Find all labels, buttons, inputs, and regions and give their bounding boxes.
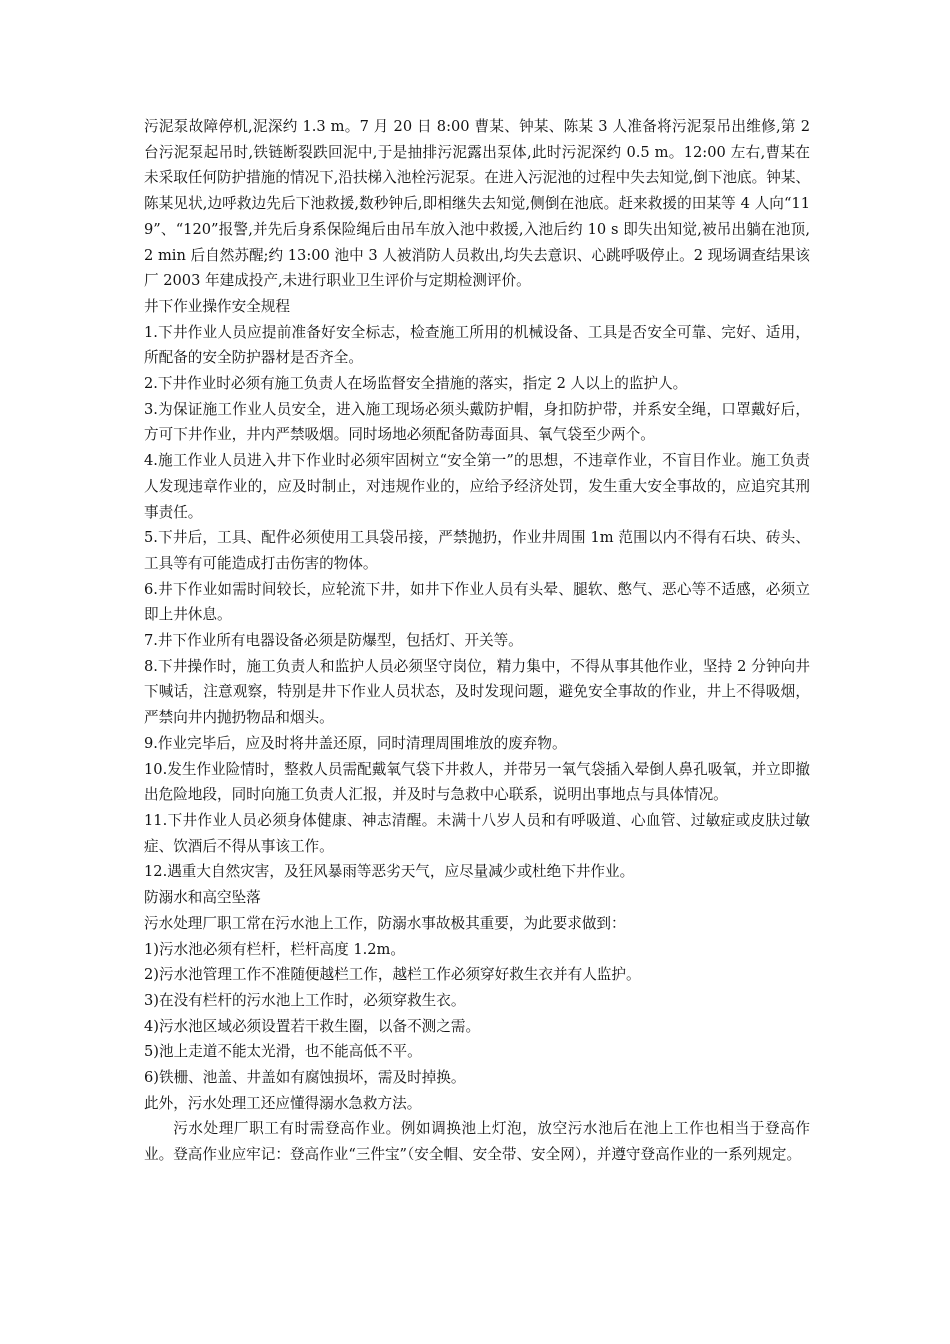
drowning-item-4: 4)污水池区域必须设置若干救生圈，以备不测之需。 (144, 1017, 481, 1035)
rule-item-4: 4.施工作业人员进入井下作业时必须牢固树立“安全第一”的思想，不违章作业，不盲目作业。施工负责人发现违章作业的，应及时制止，对违规作业的，应给予经济处罚，发生重大安全事故的，应追究其刑事责任。 (144, 452, 810, 521)
drowning-item-5: 5)池上走道不能太光滑，也不能高低不平。 (144, 1043, 422, 1061)
rule-item-5: 5.下井后，工具、配件必须使用工具袋吊接，严禁抛扔，作业井周围 1m 范围以内不得有石块、砖头、工具等有可能造成打击伤害的物体。 (144, 529, 810, 572)
rule-item-9: 9.作业完毕后，应及时将井盖还原，同时清理周围堆放的废弃物。 (144, 734, 567, 752)
rule-item-12: 12.遇重大自然灾害，及狂风暴雨等恶劣天气，应尽量减少或杜绝下井作业。 (144, 863, 635, 881)
drowning-item-6: 6)铁栅、池盖、井盖如有腐蚀损坏，需及时掉换。 (144, 1069, 466, 1087)
paragraph-drowning-first-aid: 此外，污水处理工还应懂得溺水急救方法。 (144, 1094, 422, 1112)
rule-item-2: 2.下井作业时必须有施工负责人在场监督安全措施的落实，指定 2 人以上的监护人。 (144, 375, 688, 393)
drowning-item-1: 1)污水池必须有栏杆，栏杆高度 1.2m。 (144, 940, 405, 958)
paragraph-drowning-intro: 污水处理厂职工常在污水池上工作，防溺水事故极其重要，为此要求做到： (144, 914, 626, 932)
paragraph-accident-report: 污泥泵故障停机,泥深约 1.3 m。7 月 20 日 8:00 曹某、钟某、陈某 3 人准备将污泥泵吊出维修,第 2 台污泥泵起吊时,铁链断裂跌回泥中,于是抽排污泥露出泵体,此时污泥深约 0.5 m。12:00 左右,曹某在未采取任何防护措施的情况下,沿扶梯入池栓污泥泵。在进入污泥池的过程中失去知觉,倒下池底。钟某、陈某见状,边呼救边先后下池救援,数秒钟后,即相继失去知觉,侧倒在池底。赶来救援的田某等 4 人向“119”、“120”报警,并先后身系保险绳后由吊车放入池中救援,入池后约 10 s 即失出知觉,被吊出躺在池顶,2 min 后自然苏醒;约 13:00 池中 3 人被消防人员救出,均失去意识、心跳呼吸停止。2 现场调查结果该厂 2003 年建成投产,未进行职业卫生评价与定期检测评价。 (144, 118, 811, 290)
rule-item-11: 11.下井作业人员必须身体健康、神志清醒。未满十八岁人员和有呼吸道、心血管、过敏症或皮肤过敏症、饮酒后不得从事该工作。 (144, 811, 810, 855)
drowning-item-2: 2)污水池管理工作不准随便越栏工作，越栏工作必须穿好救生衣并有人监护。 (144, 966, 641, 984)
rule-item-3: 3.为保证施工作业人员安全，进入施工现场必须头戴防护帽，身扣防护带，并系安全绳，口罩戴好后，方可下井作业，井内严禁吸烟。同时场地必须配备防毒面具、氧气袋至少两个。 (144, 400, 810, 444)
heading-well-safety-rules: 井下作业操作安全规程 (144, 297, 290, 315)
rule-item-6: 6.井下作业如需时间较长，应轮流下井，如井下作业人员有头晕、腿软、憋气、恶心等不适感，必须立即上井休息。 (144, 580, 810, 624)
rule-item-1: 1.下井作业人员应提前准备好安全标志，检查施工所用的机械设备、工具是否安全可靠、完好、适用，所配备的安全防护器材是否齐全。 (144, 323, 810, 367)
document-page (144, 114, 810, 1168)
rule-item-7: 7.井下作业所有电器设备必须是防爆型，包括灯、开关等。 (144, 632, 523, 650)
paragraph-working-at-height: 污水处理厂职工有时需登高作业。例如调换池上灯泡，放空污水池后在池上工作也相当于登高作业。登高作业应牢记：登高作业“三件宝”（安全帽、安全带、安全网），并遵守登高作业的一系列规定。 (144, 1120, 810, 1164)
rule-item-10: 10.发生作业险情时，整救人员需配戴氧气袋下井救人，并带另一氧气袋插入晕倒人鼻孔吸氧，并立即撤出危险地段，同时向施工负责人汇报，并及时与急救中心联系，说明出事地点与具体情况。 (144, 760, 810, 804)
rule-item-8: 8.下井操作时，施工负责人和监护人员必须坚守岗位，精力集中，不得从事其他作业，坚持 2 分钟向井下喊话，注意观察，特别是井下作业人员状态，及时发现问题，避免安全事故的作业，井上不得吸烟，严禁向井内抛扔物品和烟头。 (144, 657, 810, 727)
drowning-item-3: 3)在没有栏杆的污水池上工作时，必须穿救生衣。 (144, 991, 466, 1009)
heading-drowning-fall-prevention: 防溺水和高空坠落 (144, 889, 261, 907)
